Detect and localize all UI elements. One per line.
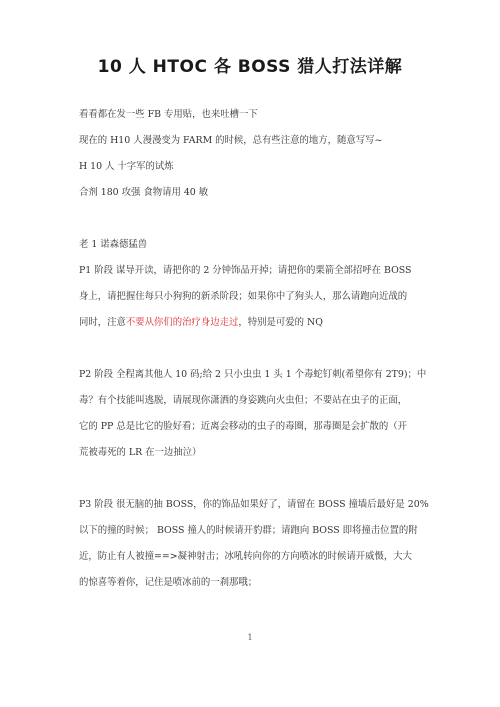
phase3-paragraph [79, 492, 434, 596]
phase1-line-3-prefix: 同时，注意 [79, 317, 126, 328]
intro-line-1: 看看都在发一些 FB 专用贴，也来吐槽一下 [79, 109, 258, 120]
phase3-line-3: 近，防止有人被撞==>凝神射击；冰吼转向你的方向喷冰的时候请开威慑，大大 [79, 551, 412, 562]
phase1-line-3-suffix: ，特别是可爱的 NQ [238, 317, 323, 328]
phase2-line-4: 荒被毒死的 LR 在一边抽泣） [79, 447, 202, 458]
phase1-warning-text: 不要从你们的治疗身边走过 [125, 317, 239, 328]
phase3-line-2: 以下的撞的时候； BOSS 撞人的时候请开豹群；请跑向 BOSS 即将撞击位置的附 [79, 525, 418, 536]
phase1-paragraph [79, 258, 434, 336]
page-number: 1 [247, 633, 253, 642]
phase3-line-4: 的惊喜等着你，记住是喷冰前的一刹那哦； [79, 577, 258, 588]
boss1-heading [79, 232, 434, 258]
intro-line-4: 合剂 180 攻强 食物请用 40 敏 [79, 187, 209, 198]
intro-line-2: 现在的 H10 人漫漫变为 FARM 的时候，总有些注意的地方，随意写写~ [79, 135, 383, 146]
phase1-line-2: 身上，请把握住每只小狗狗的新杀阶段；如果你中了狗头人，那么请跑向近战的 [79, 291, 408, 302]
phase2-paragraph [79, 362, 434, 466]
document-title: 10 人 HTOC 各 BOSS 猎人打法详解 [97, 57, 403, 77]
phase1-line-3 [79, 310, 434, 336]
intro-block [79, 102, 434, 206]
phase2-line-2: 毒？有个技能叫逃脱，请展现你潇洒的身姿跳向火虫但；不要站在虫子的正面， [79, 395, 408, 406]
phase2-line-1: P2 阶段 全程离其他人 10 码;给 2 只小虫虫 1 头 1 个毒蛇钉刺(希望你有 2T9)；中 [79, 369, 427, 380]
boss1-heading-text: 老 1 诺森德猛兽 [79, 239, 148, 250]
phase2-line-3: 它的 PP 总是比它的脸好看；近离会移动的虫子的毒圈，那毒圈是会扩散的（开 [79, 421, 407, 432]
intro-line-3: H 10 人 十字军的试炼 [79, 161, 174, 172]
phase1-line-1: P1 阶段 谋导开读，请把你的 2 分钟饰品开掉；请把你的栗箭全部招呼在 BOSS [79, 265, 412, 276]
phase3-line-1: P3 阶段 很无脑的抽 BOSS，你的饰品如果好了，请留在 BOSS 撞墙后最好是 20% [79, 499, 429, 510]
